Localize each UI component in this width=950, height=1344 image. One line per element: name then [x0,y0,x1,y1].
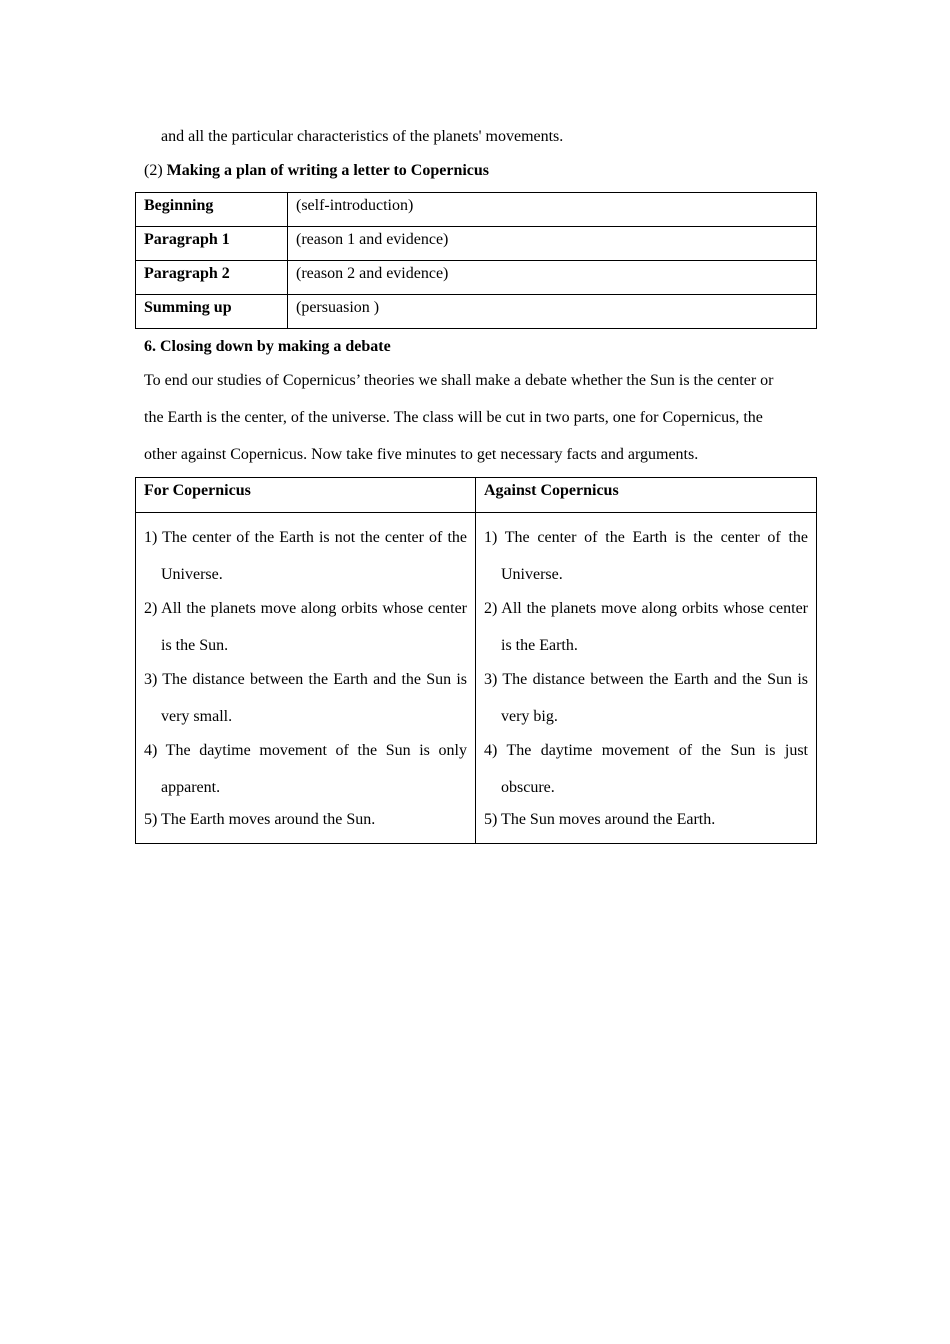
plan-value-summing-up: (persuasion ) [288,295,817,329]
against-argument-5: 5) The Sun moves around the Earth. [484,811,716,828]
table-row [136,478,817,513]
for-argument-3: 3) The distance between the Earth and the Sun is very small. [144,671,467,725]
against-argument-2: 2) All the planets move along orbits whose center is the Earth. [484,600,808,654]
plan-label-paragraph-1: Paragraph 1 [136,227,288,261]
section-6-line-2: the Earth is the center, of the universe. The class will be cut in two parts, one for Copernicus, the [144,409,763,426]
for-argument-2: 2) All the planets move along orbits whose center is the Sun. [144,600,467,654]
plan-heading-number: (2) [144,162,163,179]
for-argument-5: 5) The Earth moves around the Sun. [144,811,376,828]
against-argument-3: 3) The distance between the Earth and the Sun is very big. [484,671,808,725]
plan-label-summing-up: Summing up [136,295,288,329]
section-6-line-1: To end our studies of Copernicus’ theories we shall make a debate whether the Sun is the center or [144,372,774,389]
plan-value-paragraph-2: (reason 2 and evidence) [288,261,817,295]
for-copernicus-arguments [136,513,476,844]
table-row [136,513,817,844]
table-row [136,295,817,329]
section-6-heading: 6. Closing down by making a debate [144,338,391,355]
intro-line: and all the particular characteristics of the planets' movements. [161,128,564,145]
plan-heading [144,161,489,181]
table-row [136,261,817,295]
table-row [136,227,817,261]
against-argument-4: 4) The daytime movement of the Sun is just obscure. [484,742,808,796]
plan-value-paragraph-1: (reason 1 and evidence) [288,227,817,261]
for-argument-1: 1) The center of the Earth is not the center of the Universe. [144,529,467,583]
plan-heading-title: Making a plan of writing a letter to Copernicus [166,162,490,179]
against-copernicus-arguments [476,513,817,844]
for-copernicus-header: For Copernicus [136,478,476,513]
table-row [136,193,817,227]
letter-plan-table [135,192,817,329]
against-argument-1: 1) The center of the Earth is the center of the Universe. [484,529,808,583]
for-argument-4: 4) The daytime movement of the Sun is only apparent. [144,742,467,796]
plan-value-beginning: (self-introduction) [288,193,817,227]
debate-table [135,477,817,844]
against-copernicus-header: Against Copernicus [476,478,817,513]
section-6-line-3: other against Copernicus. Now take five minutes to get necessary facts and arguments. [144,446,699,463]
plan-label-paragraph-2: Paragraph 2 [136,261,288,295]
plan-label-beginning: Beginning [136,193,288,227]
